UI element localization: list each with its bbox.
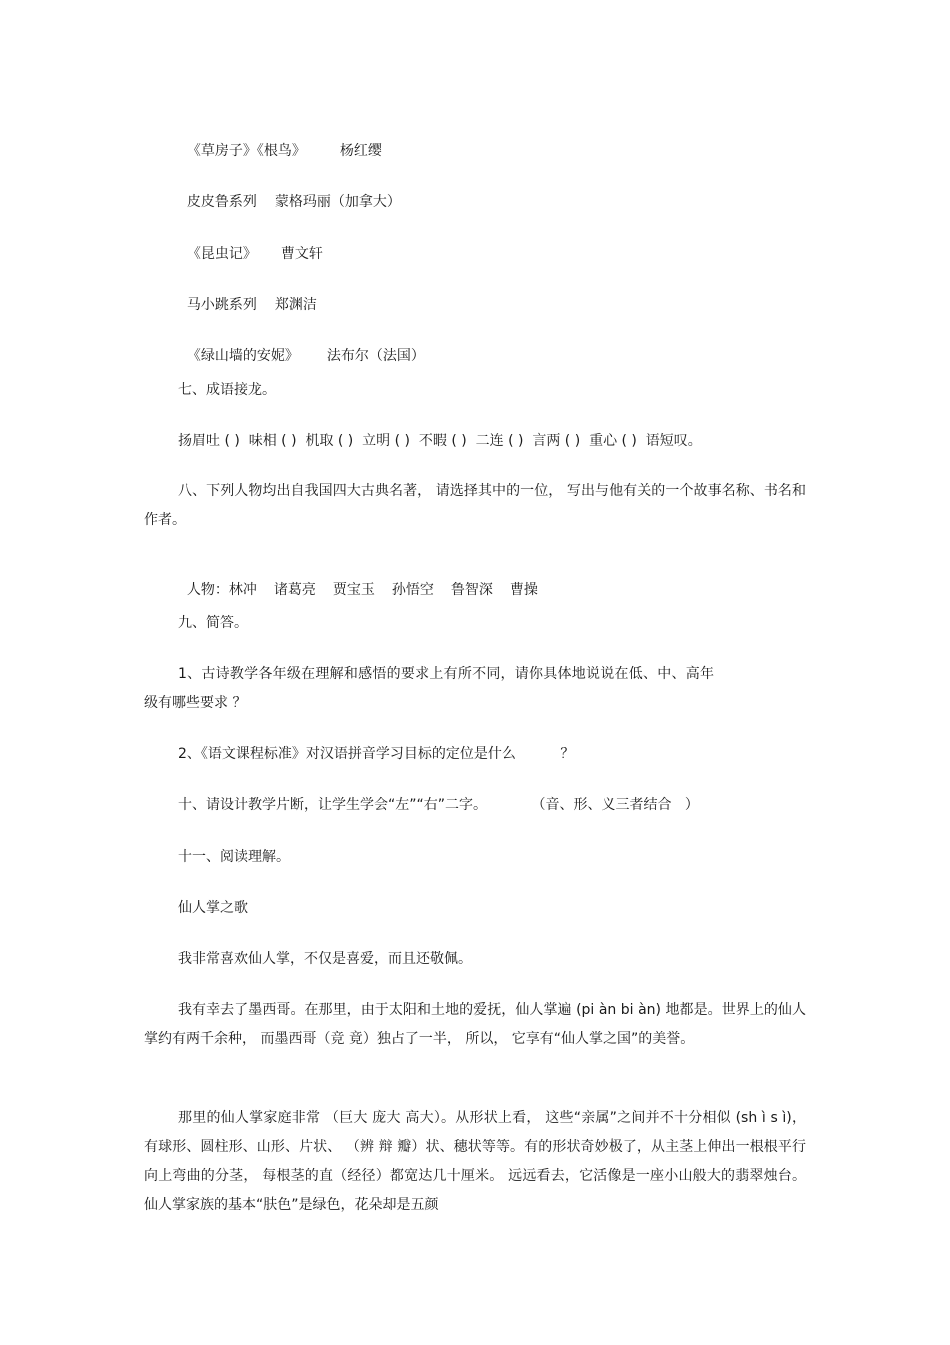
book-author: 郑渊洁 <box>274 297 317 313</box>
section10-text: 十、请设计教学片断，让学生学会“左”“右”二字。 （音、形、义三者结合 ） <box>178 797 699 813</box>
question-2: 2、《语文课程标准》对汉语拼音学习目标的定位是什么 ？ <box>178 746 575 762</box>
question-1: 1、古诗教学各年级在理解和感悟的要求上有所不同，请你具体地说说在低、中、高年级有哪些要求 ？ <box>144 666 714 711</box>
book-author: 曹文轩 <box>280 246 323 262</box>
book-line-4 <box>178 278 317 314</box>
book-line-1 <box>178 124 382 160</box>
book-title: 皮皮鲁系列 <box>186 194 257 210</box>
section11-heading: 十一、阅读理解。 <box>178 849 290 865</box>
character: 贾宝玉 <box>332 582 375 598</box>
book-author: 法布尔（法国） <box>326 348 425 364</box>
book-line-5 <box>178 329 425 365</box>
character: 林冲 <box>228 582 257 598</box>
section9-heading: 九、简答。 <box>178 615 248 631</box>
idiom-chain: 扬眉吐 ( ) 味相 ( ) 机取 ( ) 立明 ( ) 不暇 ( ) 二连 ( ) 言两 ( ) 重心 ( ) 语短叹。 <box>178 433 702 449</box>
book-author: 杨红缨 <box>339 143 382 159</box>
book-author: 蒙格玛丽（加拿大） <box>274 194 401 210</box>
character: 曹操 <box>509 582 538 598</box>
character: 孙悟空 <box>391 582 434 598</box>
passage-paragraph-3: 那里的仙人掌家庭非常 （巨大 庞大 高大）。从形状上看， 这些“亲属”之间并不十分相似 (sh ì s ì)，有球形、圆柱形、山形、片状、 （辨 辩 瓣）状、穗状等等。有的形状奇妙极了，从主茎上伸出一根根平行向上弯曲的分茎， 每根茎的直（经径）都宽达几十厘米。 远远看去，它活像是一座小山般大的翡翠烛台。仙人掌家族的基本“肤色”是绿色，花朵却是五颜 <box>144 1110 806 1213</box>
characters-label: 人物： <box>186 582 229 598</box>
book-title: 《绿山墙的安妮》 <box>186 348 299 364</box>
characters-line <box>178 563 538 599</box>
book-line-2 <box>178 175 401 211</box>
book-title: 《昆虫记》 <box>186 246 257 262</box>
book-line-3 <box>178 227 323 263</box>
passage-paragraph-2: 我有幸去了墨西哥。在那里，由于太阳和土地的爱抚，仙人掌遍 (pi àn bi àn) 地都是。世界上的仙人掌约有两千余种， 而墨西哥（竞 竟）独占了一半， 所以， 它享有“仙人掌之国”的美誉。 <box>144 1002 806 1047</box>
passage-paragraph-1: 我非常喜欢仙人掌，不仅是喜爱，而且还敬佩。 <box>178 951 472 967</box>
character: 诸葛亮 <box>273 582 316 598</box>
section8-text: 八、下列人物均出自我国四大古典名著， 请选择其中的一位， 写出与他有关的一个故事名称、书名和作者。 <box>144 483 806 528</box>
book-title: 《草房子》《根鸟》 <box>186 143 306 159</box>
section7-heading: 七、成语接龙。 <box>178 382 276 398</box>
passage-title: 仙人掌之歌 <box>178 900 248 916</box>
character: 鲁智深 <box>450 582 493 598</box>
book-title: 马小跳系列 <box>186 297 257 313</box>
